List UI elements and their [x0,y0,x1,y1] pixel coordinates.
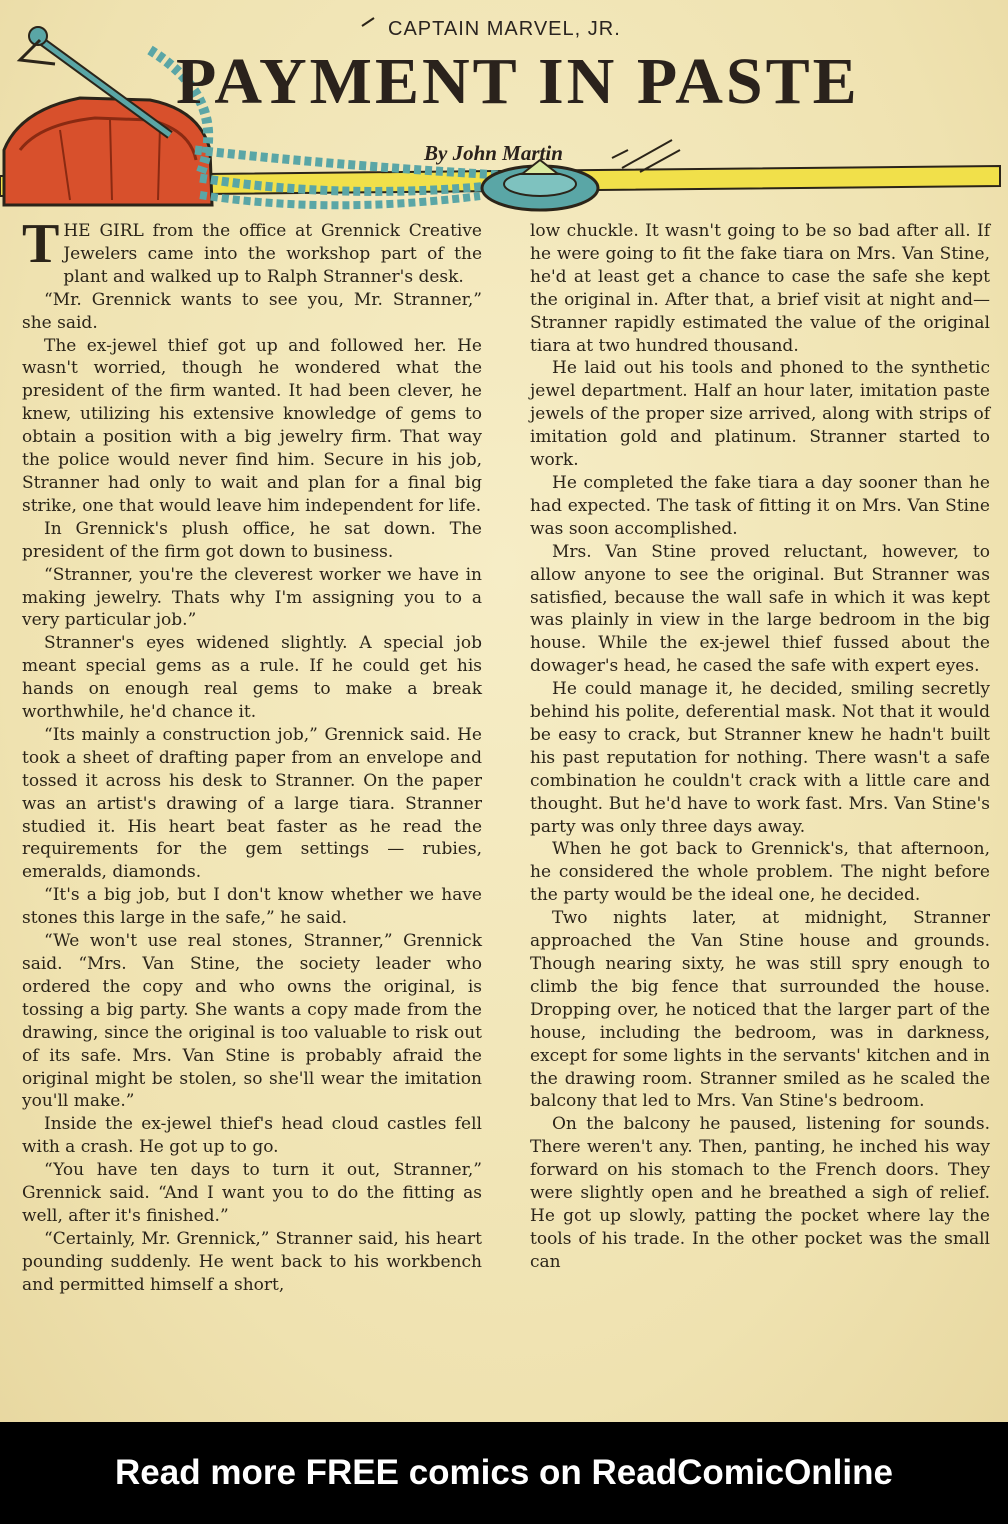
paragraph: low chuckle. It wasn't going to be so bad after all. If he were going to fit the fake tiara on Mrs. Van Stine, he'd at least get a chance to case the safe she kept the original in. After that, a brief visit at night and—Stranner rapidly estimated the value of the original tiara at two hundred thousand. [530,221,990,356]
paragraph: In Grennick's plush office, he sat down. The president of the firm got down to business. [22,518,482,562]
paragraph: He completed the fake tiara a day sooner than he had expected. The task of fitting it on Mrs. Van Stine was soon accomplished. [530,472,990,539]
speed-lines [612,140,680,172]
paragraph: “We won't use real stones, Stranner,” Grennick said. “Mrs. Van Stine, the society leader who ordered the copy and who owns the original, is tossing a big party. She wants a copy made from the drawing, since the original is too valuable to risk out of its safe. Mrs. Van Stine is probably afraid the original might be stolen, so she'll wear the imitation you'll make.” [22,931,482,1112]
series-title: CAPTAIN MARVEL, JR. [388,18,621,40]
paragraph: THE GIRL from the office at Grennick Creative Jewelers came into the workshop part of the plant and walked up to Ralph Stranner's desk. [22,213,482,287]
paragraph: Inside the ex-jewel thief's head cloud castles fell with a crash. He got up to go. [22,1114,482,1158]
paragraph: On the balcony he paused, listening for sounds. There weren't any. Then, panting, he inched his way forward on his stomach to the French doors. They were slightly open and he breathed a sigh of relief. He got up slowly, patting the pocket where lay the tools of his trade. In the other pocket was the small can [530,1114,990,1272]
paragraph: Stranner's eyes widened slightly. A special job meant special gems as a rule. If he could get his hands on enough real gems to make a break worthwhile, he'd chance it. [22,633,482,723]
promo-banner[interactable] [0,1422,1008,1524]
paragraph: “Its mainly a construction job,” Grennick said. He took a sheet of drafting paper from an envelope and tossed it across his desk to Stranner. On the paper was an artist's drawing of a large tiara. Stranner studied it. His heart beat faster as he read the requirements for the gem settings — rubies, emeralds, diamonds. [22,724,482,883]
paragraph: “It's a big job, but I don't know whether we have stones this large in the safe,” he said. [22,885,482,929]
left-column [22,213,482,1297]
paragraph: “Certainly, Mr. Grennick,” Stranner said, his heart pounding suddenly. He went back to his workbench and permitted himself a short, [22,1228,482,1295]
paragraph: He could manage it, he decided, smiling secretly behind his polite, deferential mask. Not that it would be easy to crack, but Stranner knew he hadn't built his past reputation for nothing. There wasn't a safe combination he couldn't crack with a little care and thought. But he'd have to work fast. Mrs. Van Stine's party was only three days away. [530,679,990,837]
paragraph: “Mr. Grennick wants to see you, Mr. Stranner,” she said. [22,289,482,333]
story-title: PAYMENT IN PASTE [176,45,860,118]
promo-banner-text: Read more FREE comics on ReadComicOnline [115,1453,893,1492]
paragraph: “Stranner, you're the cleverest worker we have in making jewelry. Thats why I'm assigning you to a very particular job.” [22,564,482,631]
paragraph: He laid out his tools and phoned to the synthetic jewel department. Half an hour later, imitation paste jewels of the proper size arrived, along with strips of imitation gold and platinum. Stranner started to work. [530,358,990,471]
corner-tick [362,18,374,26]
paragraph: The ex-jewel thief got up and followed her. He wasn't worried, though he wondered what the president of the firm wanted. It had been clever, he knew, utilizing his extensive knowledge of gems to obtain a position with a big jewelry firm. That way the police would never find him. Secure in his job, Stranner had only to wait and plan for a final big strike, one that would leave him independent for life. [22,335,482,516]
paragraph: When he got back to Grennick's, that afternoon, he considered the whole problem. The night before the party would be the ideal one, he decided. [530,839,990,906]
paragraph: Mrs. Van Stine proved reluctant, however, to allow anyone to see the original. But Stranner was satisfied, because the wall safe in which it was kept was plainly in view in the large bedroom in the big house. While the ex-jewel thief fussed about the dowager's head, he cased the safe with expert eyes. [530,541,990,677]
right-column [530,220,990,1274]
paragraph: Two nights later, at midnight, Stranner approached the Van Stine house and grounds. Though nearing sixty, he was still spry enough to climb the big fence that surrounded the house. Dropping over, he noticed that the larger part of the house, including the bedroom, was in darkness, except for some lights in the servants' kitchen and in the drawing room. Stranner smiled as he scaled the balcony that led to Mrs. Van Stine's bedroom. [530,908,990,1112]
brooch-icon [482,160,598,210]
author-byline: By John Martin [424,141,563,165]
drop-cap: T [22,213,60,275]
paragraph: “You have ten days to turn it out, Stranner,” Grennick said. “And I want you to do the fitting as well, after it's finished.” [22,1160,482,1226]
